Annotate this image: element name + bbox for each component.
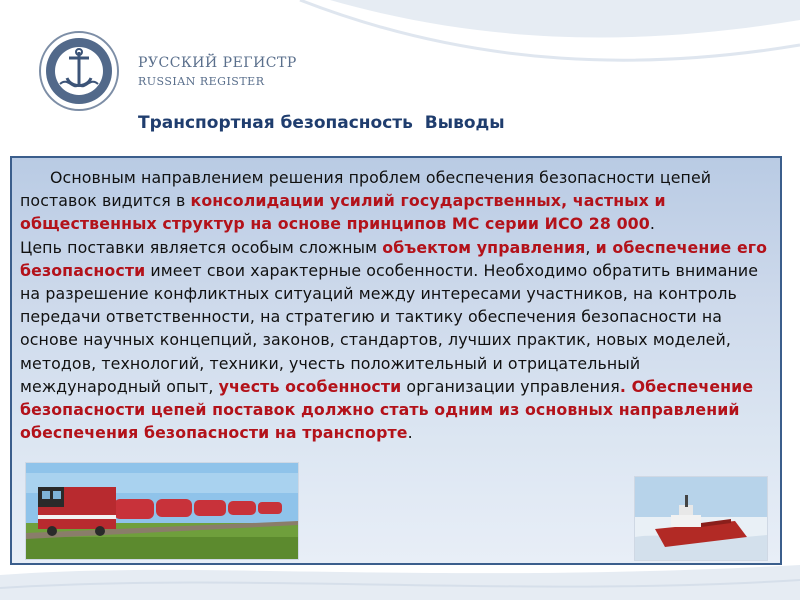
p2-highlight-3: учесть особенности [218, 376, 402, 396]
p2-rest: имеет свои характерные особенности. Необходимо обратить внимание на разрешение конфликтных ситуаций между интересами участников, на контроль передачи ответственности, на стратегию и тактику обеспечения безопасности на основе научных концепций, законов, стандартов, лучших практик, новых моделей, методов, технологий, техники, учесть положительный и отрицательный международный опыт, [20, 260, 759, 396]
p2-dot: . [619, 376, 632, 396]
freight-train-image [25, 462, 299, 560]
p2-comma: , [585, 237, 596, 257]
brand-name [138, 54, 297, 90]
russian-register-logo [38, 30, 120, 112]
p2-end: . [407, 423, 413, 443]
slide-title: Транспортная безопасность Выводы [138, 113, 505, 133]
p2-mid: организации управления [401, 376, 620, 396]
content-text [20, 166, 776, 444]
p1-highlight: консолидации усилий государственных, частных и общественных структур на основе принципов МС серии ИСО 28 000 [20, 191, 666, 234]
p2-intro: Цепь поставки является особым сложным [20, 237, 383, 257]
p1-intro: Основным направлением решения проблем обеспечения безопасности цепей поставок видится в [20, 168, 712, 211]
icebreaker-ship-image [634, 476, 768, 561]
p2-highlight-1: объектом управления [382, 237, 586, 257]
brand-name-ru: РУССКИЙ РЕГИСТР [138, 55, 297, 71]
p2-highlight-2: и обеспечение его безопасности [20, 237, 768, 280]
brand-name-en: RUSSIAN REGISTER [138, 75, 265, 88]
p2-highlight-4: Обеспечение безопасности цепей поставок должно стать одним из основных направлений обеспечения безопасности на транспорте [20, 376, 754, 443]
p1-end: . [649, 214, 655, 234]
paragraph-2 [20, 236, 776, 445]
paragraph-1 [20, 166, 776, 236]
